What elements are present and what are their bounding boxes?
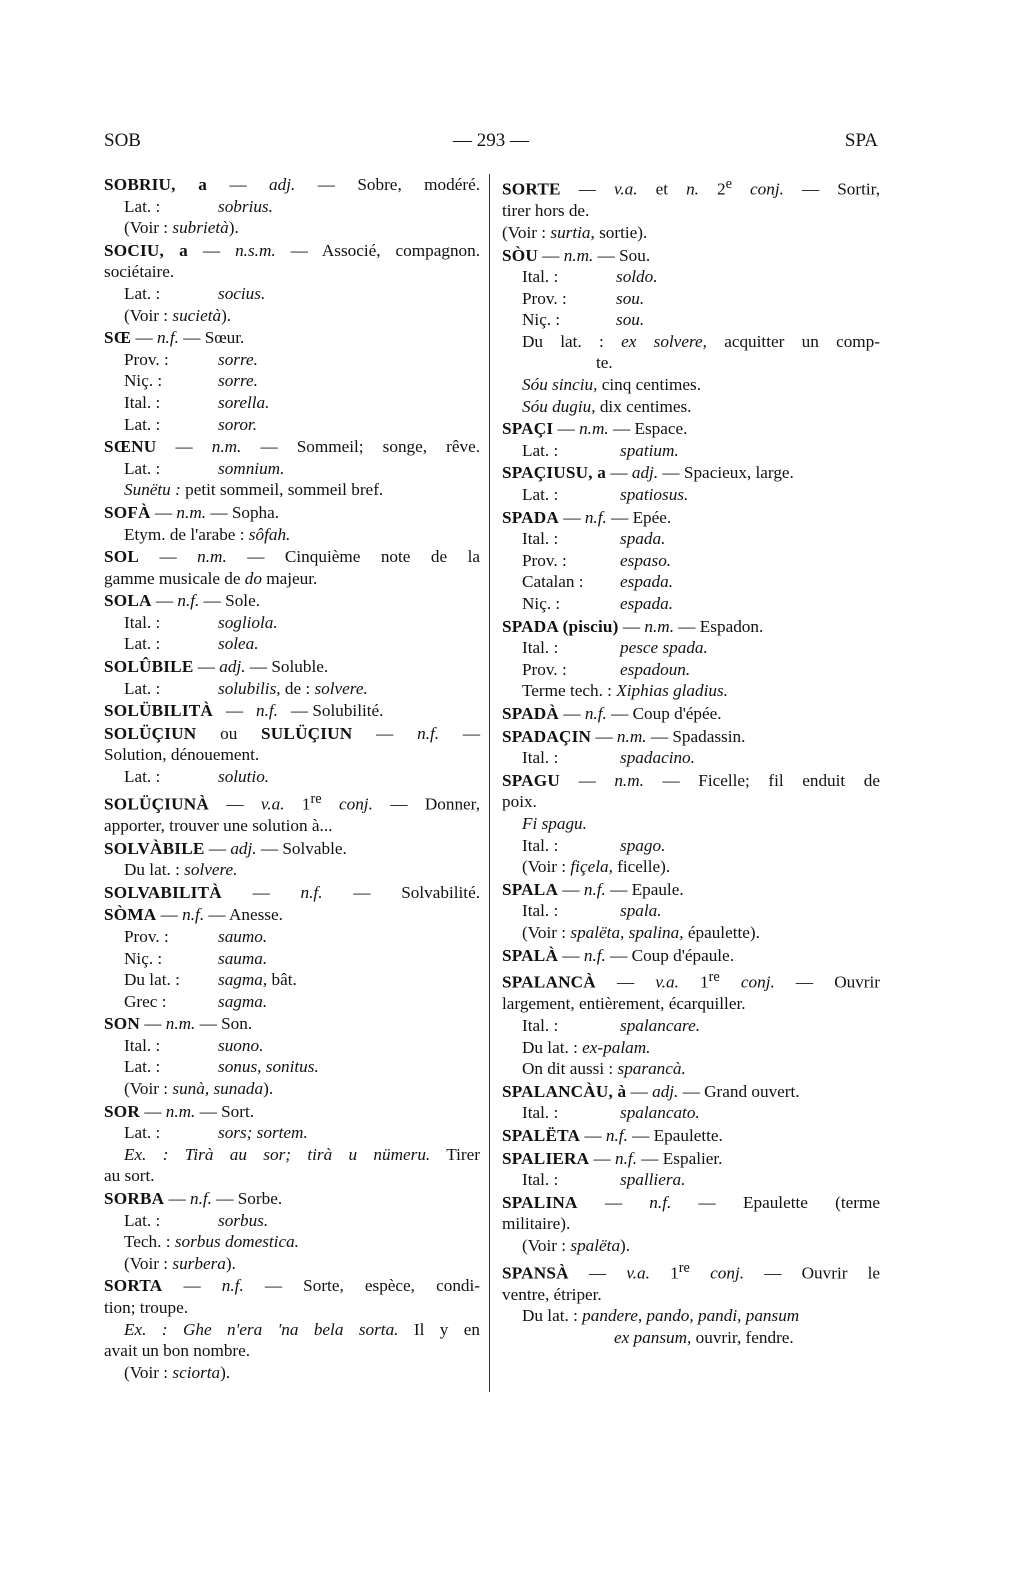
headword: SPALËTA [502, 1126, 581, 1145]
entry-soluciuna: SOLÜÇIUNÀ — v.a. 1re conj. — Donner, apporter, trouver une solution à... [104, 790, 480, 835]
headword: SÒMA [104, 905, 157, 925]
entry-sou: SÒU — n.m. — Sou. Ital. : soldo. Prov. : sou. Niç. : sou. Du lat. : ex solvere, acquitter un comp- te. Sóu sinciu, cinq centimes. Sóu dugiu, dix centimes. [502, 245, 880, 416]
entry-spada: SPADA — n.f. — Epée. Ital. : spada. Prov. : espaso. Catalan : espada. Niç. : espada. [502, 507, 673, 614]
headword: SOLA [104, 591, 152, 611]
headword: SPALIERA [502, 1148, 590, 1168]
right-column [502, 174, 880, 1350]
headword: SOLÜÇIUN [104, 723, 197, 743]
entry-spala-coup: SPALÀ — n.f. — Coup d'épaule. [502, 945, 734, 965]
headword: SPALANCÀU, à [502, 1081, 627, 1101]
headword: SOLÜBILITÀ [104, 701, 213, 721]
entry-soenu: SŒNU — n.m. — Sommeil; songe, rêve. Lat. : somnium. Sunëtu : petit sommeil, sommeil bref. [104, 437, 481, 500]
headword: SPAÇIUSU, a [502, 463, 607, 483]
headword: SPALANCÀ [502, 972, 596, 992]
entry-sociu: SOCIU, a — n.s.m. — Associé, compagnon. sociétaire. Lat. : socius. (Voir : sucietà). [104, 240, 481, 325]
entry-sorta: SORTA — n.f. — Sorte, espèce, condi- tion; troupe. Ex. : Ghe n'era 'na bela sorta. Il y en avait un bon nombre. (Voir : sciorta). [104, 1276, 481, 1382]
entry-spaleta: SPALËTA — n.f. — Epaulette. [502, 1126, 723, 1145]
entry-solubilita: SOLÜBILITÀ — n.f. — Solubilité. [104, 701, 384, 721]
entry-sola: SOLA — n.f. — Sole. Ital. : sogliola. Lat. : solea. [104, 591, 278, 654]
headword: SPALINA [502, 1192, 578, 1212]
page-header [104, 130, 878, 154]
headword: SPALÀ [502, 945, 559, 965]
headword: SPADA (pisciu) [502, 616, 619, 636]
entry-spada-coup: SPADÀ — n.f. — Coup d'épée. [502, 703, 722, 723]
entry-spaliera: SPALIERA — n.f. — Espalier. Ital. : spalliera. [502, 1148, 723, 1190]
entry-spaci: SPAÇI — n.m. — Espace. Lat. : spatium. [502, 419, 688, 460]
entry-soe: SŒ — n.f. — Sœur. Prov. : sorre. Niç. : sorre. Ital. : sorella. Lat. : soror. [104, 328, 270, 434]
headword: SORBA [104, 1189, 165, 1209]
headword: SŒNU [104, 437, 157, 457]
entry-sol: SOL — n.m. — Cinquième note de la gamme musicale de do majeur. [104, 547, 481, 588]
entry-solubile: SOLÛBILE — adj. — Soluble. Lat. : solubilis, de : solvere. [104, 657, 368, 698]
left-column [104, 174, 480, 1384]
headword: SOR [104, 1101, 140, 1121]
entry-spala: SPALA — n.f. — Epaule. Ital. : spala. (Voir : spalëta, spalina, épaulette). [502, 879, 760, 942]
entry-solvabile: SOLVÀBILE — adj. — Solvable. Du lat. : solvere. [104, 838, 347, 880]
entry-sorba: SORBA — n.f. — Sorbe. Lat. : sorbus. Tech. : sorbus domestica. (Voir : surbera). [104, 1189, 299, 1273]
headword: SON [104, 1014, 140, 1034]
headword: SPAÇI [502, 419, 554, 439]
entry-sor: SOR — n.m. — Sort. Lat. : sors; sortem. Ex. : Tirà au sor; tirà u nümeru. Tirer au sort. [104, 1101, 480, 1186]
entry-sofa: SOFÀ — n.m. — Sopha. Etym. de l'arabe : sôfah. [104, 502, 291, 544]
headword: SPADA [502, 507, 560, 527]
page-number: — 293 — [453, 130, 529, 151]
headword: SOL [104, 547, 139, 567]
entry-solucium: SOLÜÇIUN ou SULÜÇIUN — n.f. — Solution, dénouement. Lat. : solutio. [104, 723, 480, 787]
header-right-guide-word: SPA [844, 130, 878, 151]
entry-spalanca: SPALANCÀ — v.a. 1re conj. — Ouvrir largement, entièrement, écarquiller. Ital. : spalancare. Du lat. : ex-palam. On dit aussi : sparancà. [502, 969, 881, 1079]
headword: SOFÀ [104, 502, 151, 522]
headword: SOLÜÇIUNÀ [104, 794, 209, 814]
entry-spaciusu: SPAÇIUSU, a — adj. — Spacieux, large. Lat. : spatiosus. [502, 463, 794, 505]
entry-sorte: SORTE — v.a. et n. 2e conj. — Sortir, tirer hors de. (Voir : surtia, sortie). [502, 176, 881, 242]
column-divider [489, 174, 490, 1392]
entry-spadacin: SPADAÇIN — n.m. — Spadassin. Ital. : spadacino. [502, 726, 746, 768]
headword: SÒU [502, 245, 538, 265]
entry-spalancau: SPALANCÀU, à — adj. — Grand ouvert. Ital. : spalancato. [502, 1081, 800, 1123]
entry-son: SON — n.m. — Son. Ital. : suono. Lat. : sonus, sonitus. (Voir : sunà, sunada). [104, 1014, 319, 1099]
headword: SORTE [502, 179, 561, 199]
entry-sobriu: SOBRIU, a — adj. — Sobre, modéré. Lat. : sobrius. (Voir : subrietà). [104, 175, 480, 238]
header-left-guide-word: SOB [104, 130, 141, 151]
headword: SPAGU [502, 770, 560, 790]
headword: SŒ [104, 328, 132, 348]
entry-spansa: SPANSÀ — v.a. 1re conj. — Ouvrir le ventre, étriper. Du lat. : pandere, pando, pandi, pansum ex pansum, ouvrir, fendre. [502, 1259, 881, 1348]
entry-soma: SÒMA — n.f. — Anesse. Prov. : saumo. Niç. : sauma. Du lat. : sagma, bât. Grec : sagma. [104, 905, 297, 1011]
entry-solvabilita: SOLVABILITÀ — n.f. — Solvabilité. [104, 882, 480, 902]
headword: SOLÛBILE [104, 657, 194, 677]
headword: SORTA [104, 1276, 163, 1296]
headword: SOBRIU, a [104, 175, 208, 194]
entry-spagu: SPAGU — n.m. — Ficelle; fil enduit de poix. Fi spagu. Ital. : spago. (Voir : fiçela, ficelle). [502, 770, 881, 877]
headword: SOLVÀBILE [104, 838, 205, 858]
entry-spalina: SPALINA — n.f. — Epaulette (terme militaire). (Voir : spalëta). [502, 1192, 880, 1255]
headword: SOCIU, a [104, 240, 188, 260]
headword: SPANSÀ [502, 1263, 569, 1283]
headword: SPADAÇIN [502, 726, 592, 746]
entry-spada-pisciu: SPADA (pisciu) — n.m. — Espadon. Ital. : pesce spada. Prov. : espadoun. Terme tech. : Xiphias gladius. [502, 616, 764, 701]
headword: SPALA [502, 879, 559, 899]
headword: SPADÀ [502, 703, 560, 723]
headword: SOLVABILITÀ [104, 882, 222, 902]
